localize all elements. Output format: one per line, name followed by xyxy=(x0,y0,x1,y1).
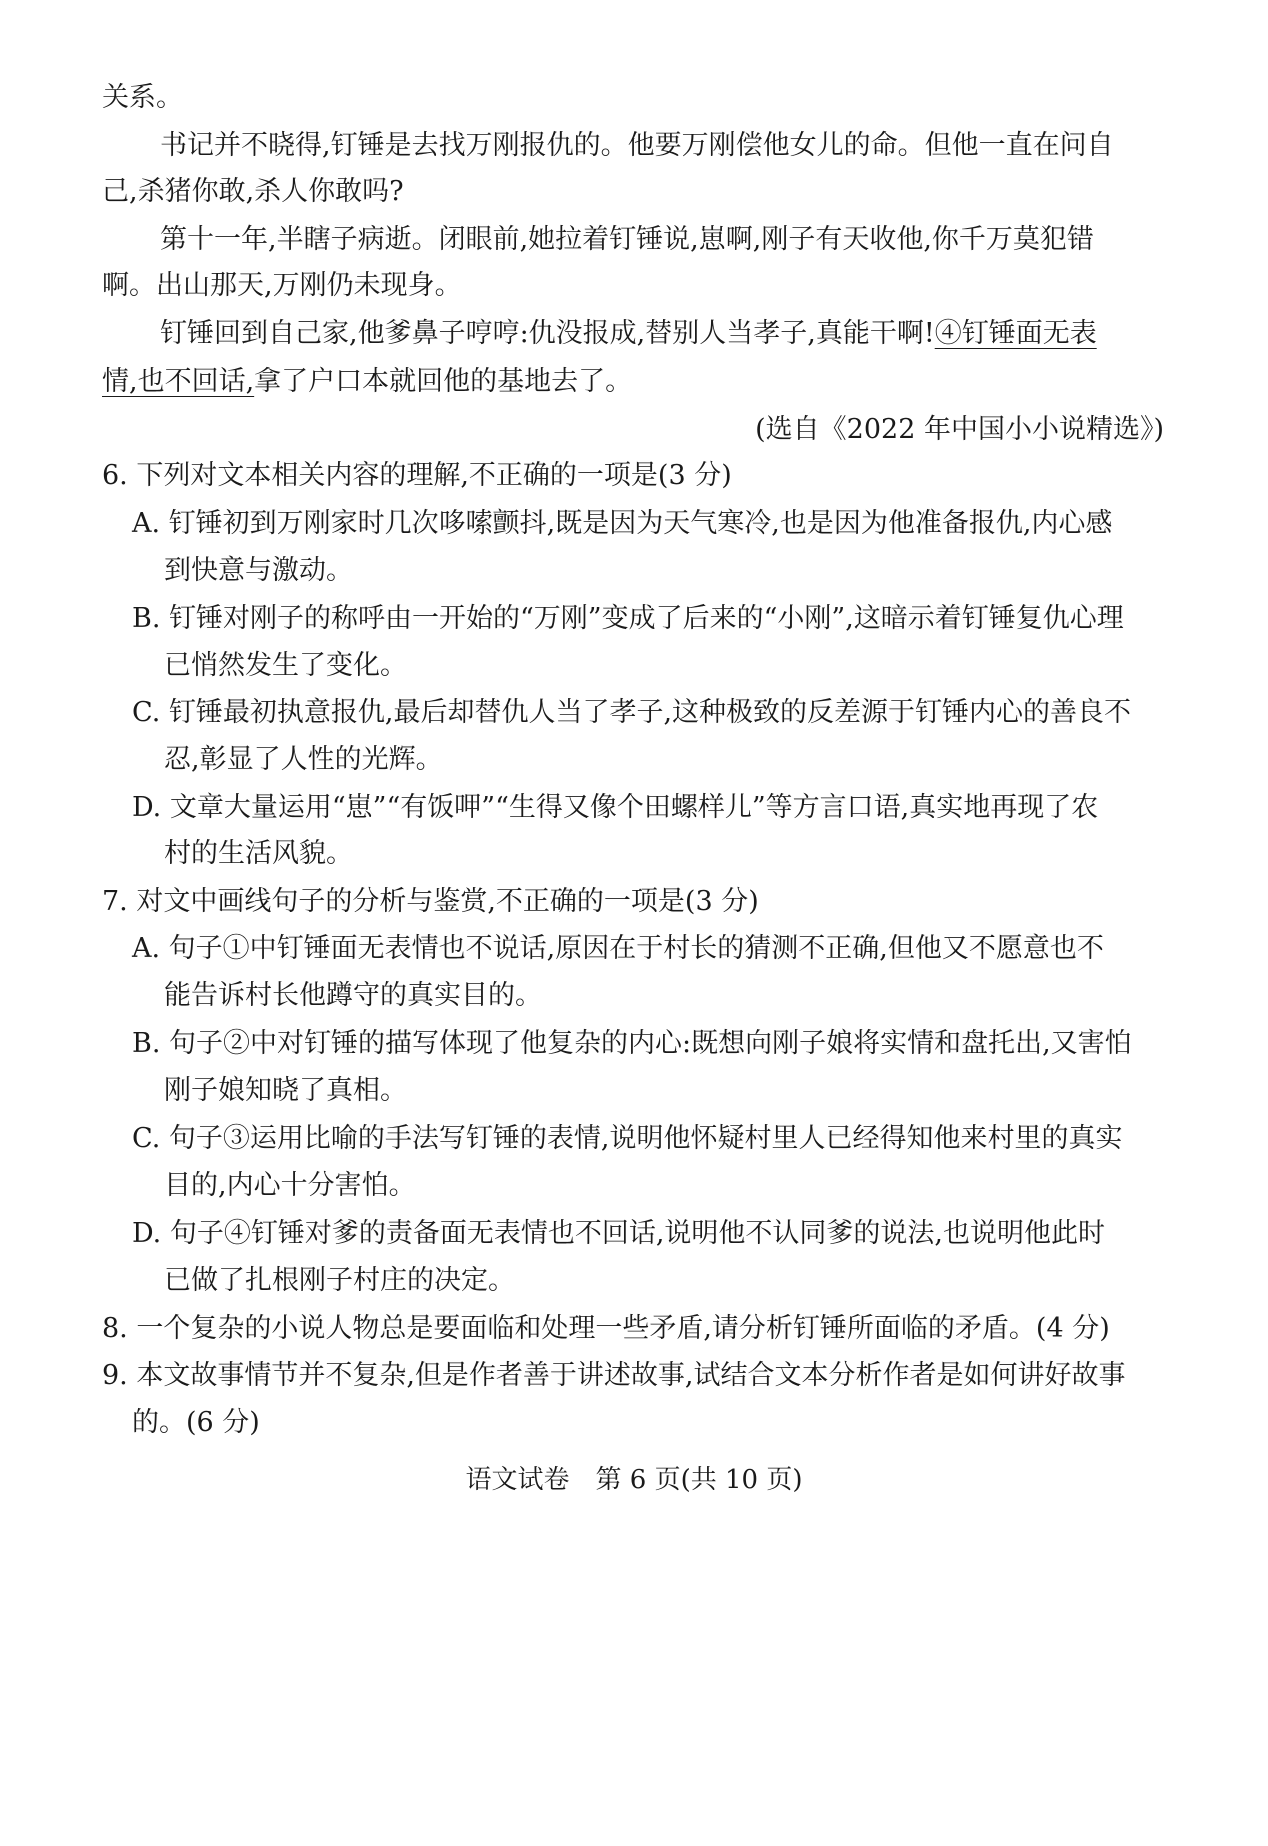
question-6-option-d: D. 文章大量运用“崽”“有饭呷”“生得又像个田螺样儿”等方言口语,真实地再现了农 xyxy=(132,792,1099,823)
passage-source: (选自《2022 年中国小小说精选》) xyxy=(755,414,1164,445)
question-7-option-c: C. 句子③运用比喻的手法写钉锤的表情,说明他怀疑村里人已经得知他来村里的真实 xyxy=(132,1123,1123,1154)
question-6-option-b-cont: 已悄然发生了变化。 xyxy=(164,650,407,681)
passage-line xyxy=(160,314,1268,354)
question-9-stem: 9. 本文故事情节并不复杂,但是作者善于讲述故事,试结合文本分析作者是如何讲好故事 xyxy=(102,1360,1126,1391)
page-footer: 语文试卷 第 6 页(共 10 页) xyxy=(465,1465,803,1495)
passage-line xyxy=(102,362,1268,402)
passage-text: 拿了户口本就回他的基地去了。 xyxy=(254,366,633,397)
underlined-sentence-4: ④钉锤面无表 xyxy=(934,318,1097,349)
question-7-option-a-cont: 能告诉村长他蹲守的真实目的。 xyxy=(164,980,542,1011)
question-7-option-d-cont: 已做了扎根刚子村庄的决定。 xyxy=(164,1265,515,1296)
question-9-stem-cont: 的。(6 分) xyxy=(132,1407,260,1438)
question-7-option-b-cont: 刚子娘知晓了真相。 xyxy=(164,1075,407,1106)
passage-line: 啊。出山那天,万刚仍未现身。 xyxy=(102,270,462,301)
question-6-option-b: B. 钉锤对刚子的称呼由一开始的“万刚”变成了后来的“小刚”,这暗示着钉锤复仇心理 xyxy=(132,603,1124,634)
question-6-option-a: A. 钉锤初到万刚家时几次哆嗦颤抖,既是因为天气寒冷,也是因为他准备报仇,内心感 xyxy=(132,508,1113,539)
passage-line: 关系。 xyxy=(102,82,183,113)
question-6-stem: 6. 下列对文本相关内容的理解,不正确的一项是(3 分) xyxy=(102,460,732,491)
question-8-stem: 8. 一个复杂的小说人物总是要面临和处理一些矛盾,请分析钉锤所面临的矛盾。(4 分) xyxy=(102,1313,1110,1344)
passage-line: 己,杀猪你敢,杀人你敢吗? xyxy=(102,176,404,207)
question-7-option-d: D. 句子④钉锤对爹的责备面无表情也不回话,说明他不认同爹的说法,也说明他此时 xyxy=(132,1218,1106,1249)
question-7-option-c-cont: 目的,内心十分害怕。 xyxy=(164,1170,416,1201)
underlined-sentence-4-cont: 情,也不回话, xyxy=(102,366,255,397)
passage-line: 第十一年,半瞎子病逝。闭眼前,她拉着钉锤说,崽啊,刚子有天收他,你千万莫犯错 xyxy=(160,224,1094,255)
question-7-option-b: B. 句子②中对钉锤的描写体现了他复杂的内心:既想向刚子娘将实情和盘托出,又害怕 xyxy=(132,1028,1132,1059)
question-6-option-a-cont: 到快意与激动。 xyxy=(164,555,353,586)
passage-text: 钉锤回到自己家,他爹鼻子哼哼:仇没报成,替别人当孝子,真能干啊! xyxy=(160,318,935,349)
question-6-option-c: C. 钉锤最初执意报仇,最后却替仇人当了孝子,这种极致的反差源于钉锤内心的善良不 xyxy=(132,697,1132,728)
question-7-option-a: A. 句子①中钉锤面无表情也不说话,原因在于村长的猜测不正确,但他又不愿意也不 xyxy=(132,933,1104,964)
question-6-option-c-cont: 忍,彰显了人性的光辉。 xyxy=(164,744,443,775)
question-6-option-d-cont: 村的生活风貌。 xyxy=(164,838,353,869)
passage-line: 书记并不晓得,钉锤是去找万刚报仇的。他要万刚偿他女儿的命。但他一直在问自 xyxy=(160,130,1114,161)
question-7-stem: 7. 对文中画线句子的分析与鉴赏,不正确的一项是(3 分) xyxy=(102,886,759,917)
